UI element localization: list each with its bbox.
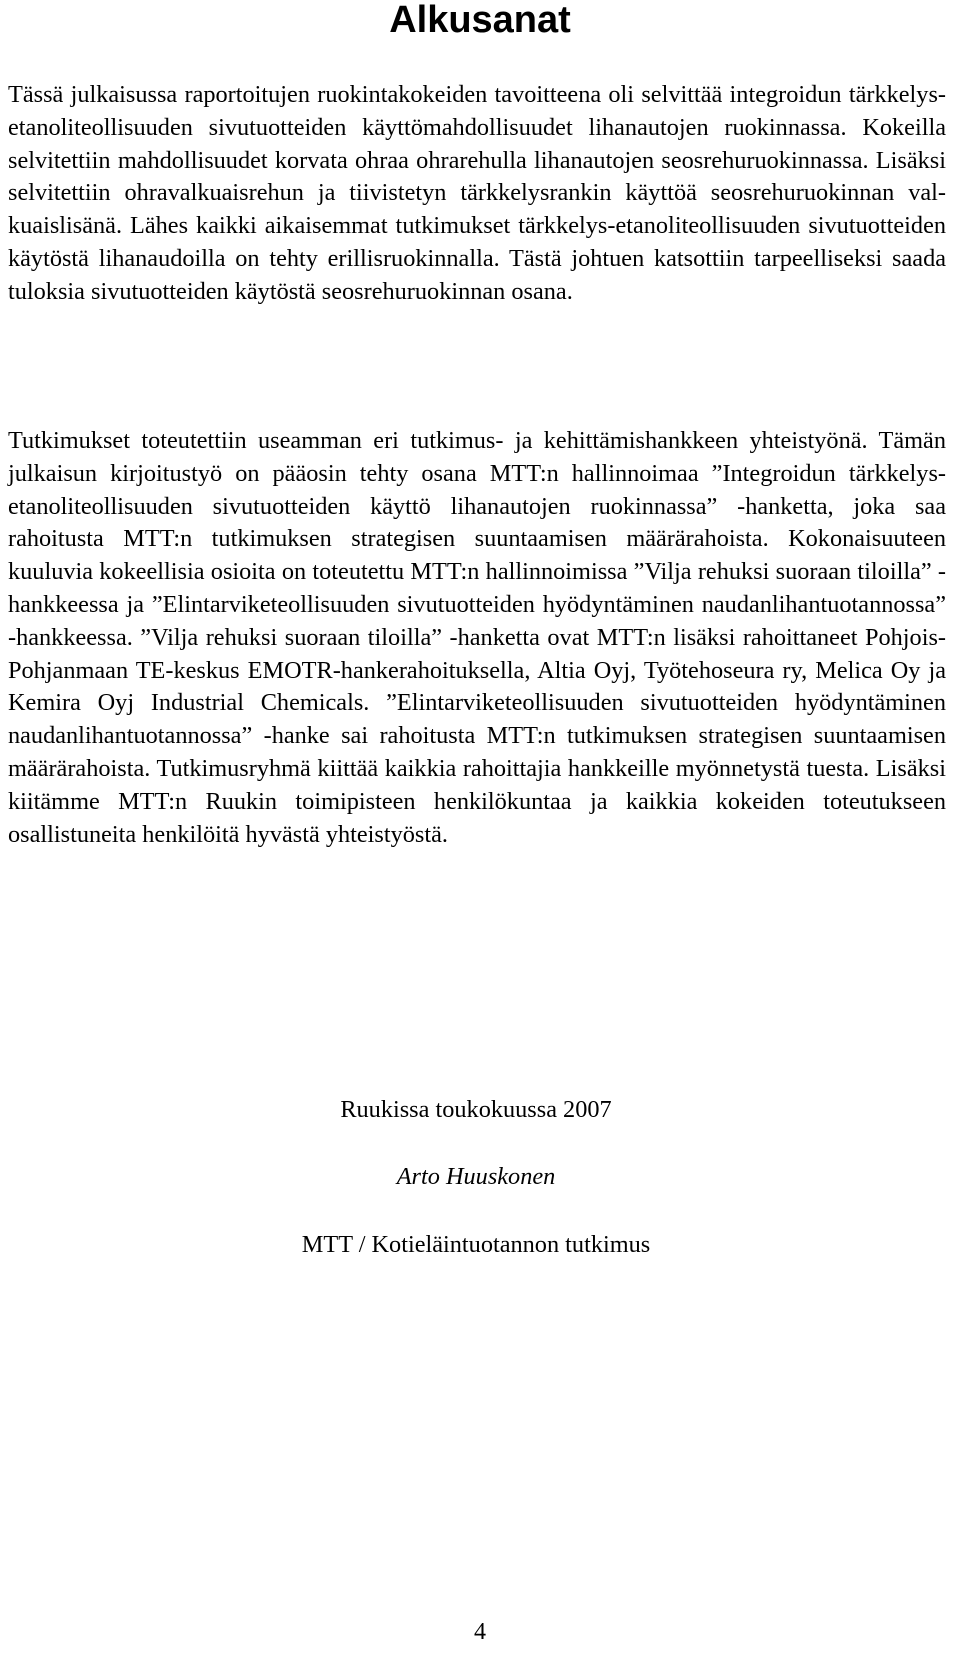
signature-place-date: Ruukissa toukokuussa 2007 [340,1096,612,1123]
signature-name: Arto Huuskonen [396,1163,556,1190]
page-title: Alkusanat [389,0,571,41]
paragraph-intro: Tässä julkaisussa raportoitujen ruokintakokeiden tavoitteena oli selvittää integroidun tärkkelys-etanoliteollisuuden sivutuotteiden käyttömahdollisuudet lihanautojen ruokinnassa. Kokeilla selvitettiin mahdollisuudet korvata ohraa ohrarehulla lihanautojen seosrehuruokinnassa. Lisäksi selvitettiin ohravalkuaisrehun ja tiivistetyn tärkkelysrankin käyttöä seosrehuruokinnan valkuaislisänä. Lähes kaikki aikaisemmat tutkimukset tärkkelys-etanoliteollisuuden sivutuotteiden käytöstä lihanaudoilla on tehty erillisruokinnalla. Tästä johtuen katsottiin tarpeelliseksi saada tuloksia sivutuotteiden käytöstä seosrehuruokinnan osana. [8,81,946,305]
paragraph-acknowledgements: Tutkimukset toteutettiin useamman eri tutkimus- ja kehittämishankkeen yhteistyönä. Tämän julkaisun kirjoitustyö on pääosin tehty osana MTT:n hallinnoimaa ”Integroidun tärkkelys-etanoliteollisuuden sivutuotteiden käyttö lihanautojen ruokinnassa” -hanketta, joka saa rahoitusta MTT:n tutkimuksen strategisen suuntaamisen määrärahoista. Kokonaisuuteen kuuluvia kokeellisia osioita on toteutettu MTT:n hallinnoimissa ”Vilja rehuksi suoraan tiloilla” -hankkeessa ja ”Elintarviketeollisuuden sivutuotteiden hyödyntäminen naudanlihantuotannossa” -hankkeessa. ”Vilja rehuksi suoraan tiloilla” -hanketta ovat MTT:n lisäksi rahoittaneet Pohjois-Pohjanmaan TE-keskus EMOTR-hankerahoituksella, Altia Oyj, Työtehoseura ry, Melica Oy ja Kemira Oyj Industrial Chemicals. ”Elintarviketeollisuuden sivutuotteiden hyödyntäminen naudanlihantuotannossa” -hanke sai rahoitusta MTT:n tutkimuksen strategisen suuntaamisen määrärahoista. Tutkimusryhmä kiittää kaikkia rahoittajia hankkeille myönnetystä tuesta. Lisäksi kiitämme MTT:n Ruukin toimipisteen henkilökuntaa ja kaikkia kokeiden toteutukseen osallistuneita henkilöitä hyvästä yhteistyöstä. [8,427,946,848]
page-number: 4 [474,1619,486,1645]
signature-organization: MTT / Kotieläintuotannon tutkimus [301,1231,651,1258]
